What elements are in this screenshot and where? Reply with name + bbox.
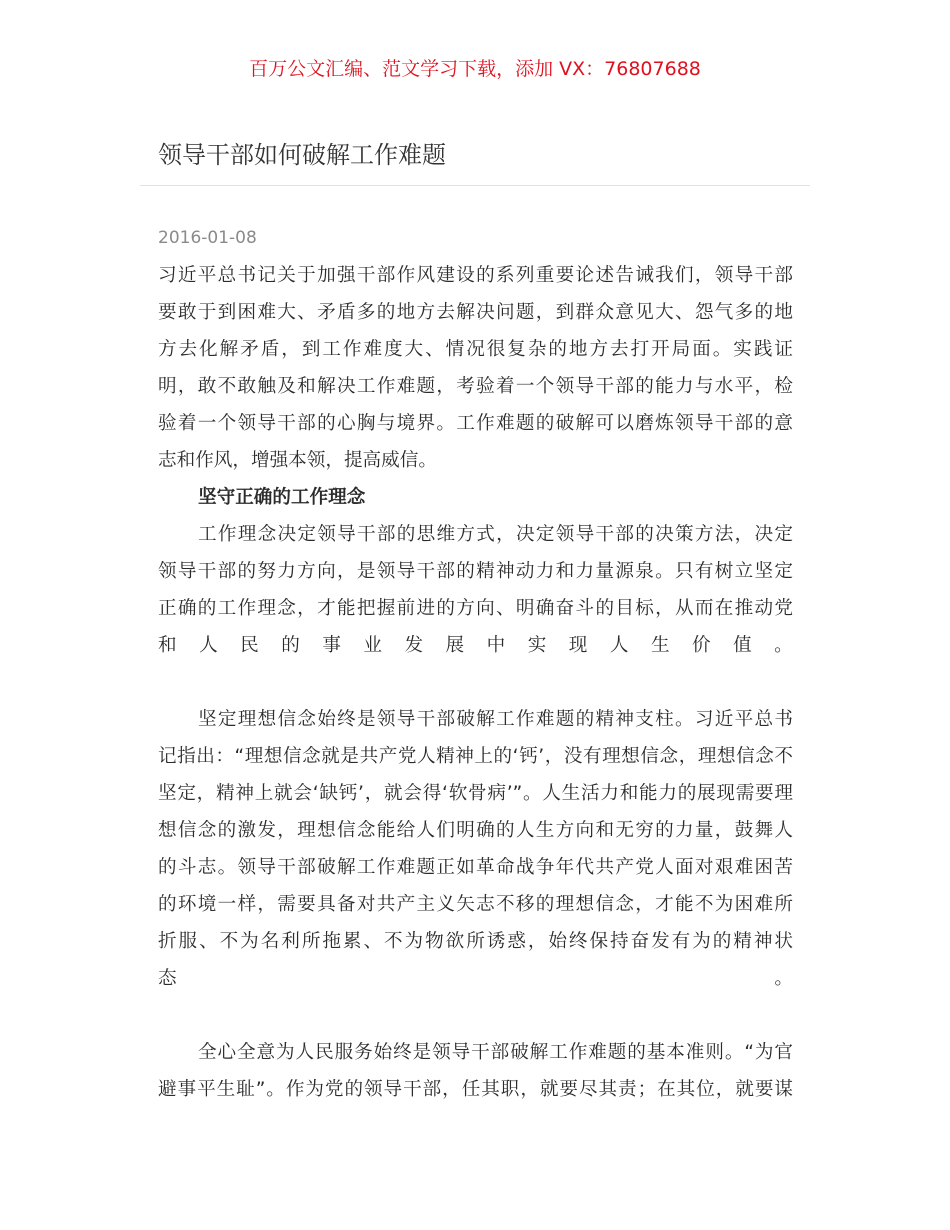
- spread-char: 人: [199, 635, 218, 656]
- title-divider: [140, 185, 810, 186]
- publish-date: 2016-01-08: [158, 228, 257, 248]
- paragraph-line: 的环境一样，需要具备对共产主义矢志不移的理想信念，才能不为困难所: [158, 894, 793, 915]
- paragraph-line: 方去化解矛盾，到工作难度大、情况很复杂的地方去打开局面。实践证: [158, 339, 793, 360]
- spread-char: 生: [650, 635, 670, 656]
- blank-line: [158, 997, 793, 1034]
- spread-char: 的: [281, 635, 300, 656]
- spread-char: 中: [486, 635, 506, 656]
- paragraph-line: 坚定理想信念始终是领导干部破解工作难题的精神支柱。习近平总书: [198, 709, 793, 730]
- paragraph-line: 习近平总书记关于加强干部作风建设的系列重要论述告诫我们，领导干部: [158, 265, 793, 286]
- paragraph-line: 坚定，精神上就会‘缺钙’，就会得‘软骨病’”。人生活力和能力的展现需要理: [158, 783, 793, 804]
- article-title: 领导干部如何破解工作难题: [158, 141, 446, 169]
- spread-char: 。: [774, 635, 793, 656]
- blank-line: [158, 664, 793, 701]
- spread-char: 现: [568, 635, 588, 656]
- paragraph-line: 正确的工作理念，才能把握前进的方向、明确奋斗的目标，从而在推动党: [158, 598, 793, 619]
- paragraph-line: 领导干部的努力方向，是领导干部的精神动力和力量源泉。只有树立坚定: [158, 561, 793, 582]
- paragraph-line: 的斗志。领导干部破解工作难题正如革命战争年代共产党人面对艰难困苦: [158, 857, 793, 878]
- paragraph-line: 要敢于到困难大、矛盾多的地方去解决问题，到群众意见大、怨气多的地: [158, 302, 793, 323]
- paragraph-line: 避事平生耻”。作为党的领导干部，任其职，就要尽其责；在其位，就要谋: [158, 1079, 793, 1100]
- spread-char: 价: [692, 635, 711, 656]
- paragraph-line: 明，敢不敢触及和解决工作难题，考验着一个领导干部的能力与水平，检: [158, 376, 793, 397]
- spread-char: 人: [609, 635, 629, 656]
- watermark-banner: 百万公文汇编、范文学习下载，添加 VX：76807688: [249, 58, 701, 80]
- paragraph-line: 想信念的激发，理想信念能给人们明确的人生方向和无穷的力量，鼓舞人: [158, 820, 793, 841]
- spread-char: 。: [774, 968, 793, 989]
- spread-char: 发: [404, 635, 424, 656]
- paragraph-line: 折服、不为名利所拖累、不为物欲所诱惑，始终保持奋发有为的精神状: [158, 931, 793, 952]
- spread-char: 事: [322, 635, 341, 656]
- spread-char: 民: [240, 635, 259, 656]
- spread-char: 值: [733, 635, 752, 656]
- spread-char: 和: [158, 635, 177, 656]
- paragraph-line: [158, 960, 793, 997]
- spread-char: 展: [445, 635, 465, 656]
- spread-char: 态: [158, 968, 177, 989]
- paragraph-line: [158, 627, 793, 664]
- paragraph-line: 工作理念决定领导干部的思维方式，决定领导干部的决策方法，决定: [198, 524, 793, 545]
- paragraph-line: 记指出：“理想信念就是共产党人精神上的‘钙’，没有理想信念，理想信念不: [158, 746, 793, 767]
- spread-char: 实: [527, 635, 547, 656]
- paragraph-line: 志和作风，增强本领，提高威信。: [158, 450, 437, 471]
- spread-char: 业: [363, 635, 382, 656]
- paragraph-line: 全心全意为人民服务始终是领导干部破解工作难题的基本准则。“为官: [198, 1042, 793, 1063]
- section-heading: 坚守正确的工作理念: [198, 487, 366, 508]
- article-body: [158, 257, 793, 1108]
- paragraph-line: 验着一个领导干部的心胸与境界。工作难题的破解可以磨炼领导干部的意: [158, 413, 793, 434]
